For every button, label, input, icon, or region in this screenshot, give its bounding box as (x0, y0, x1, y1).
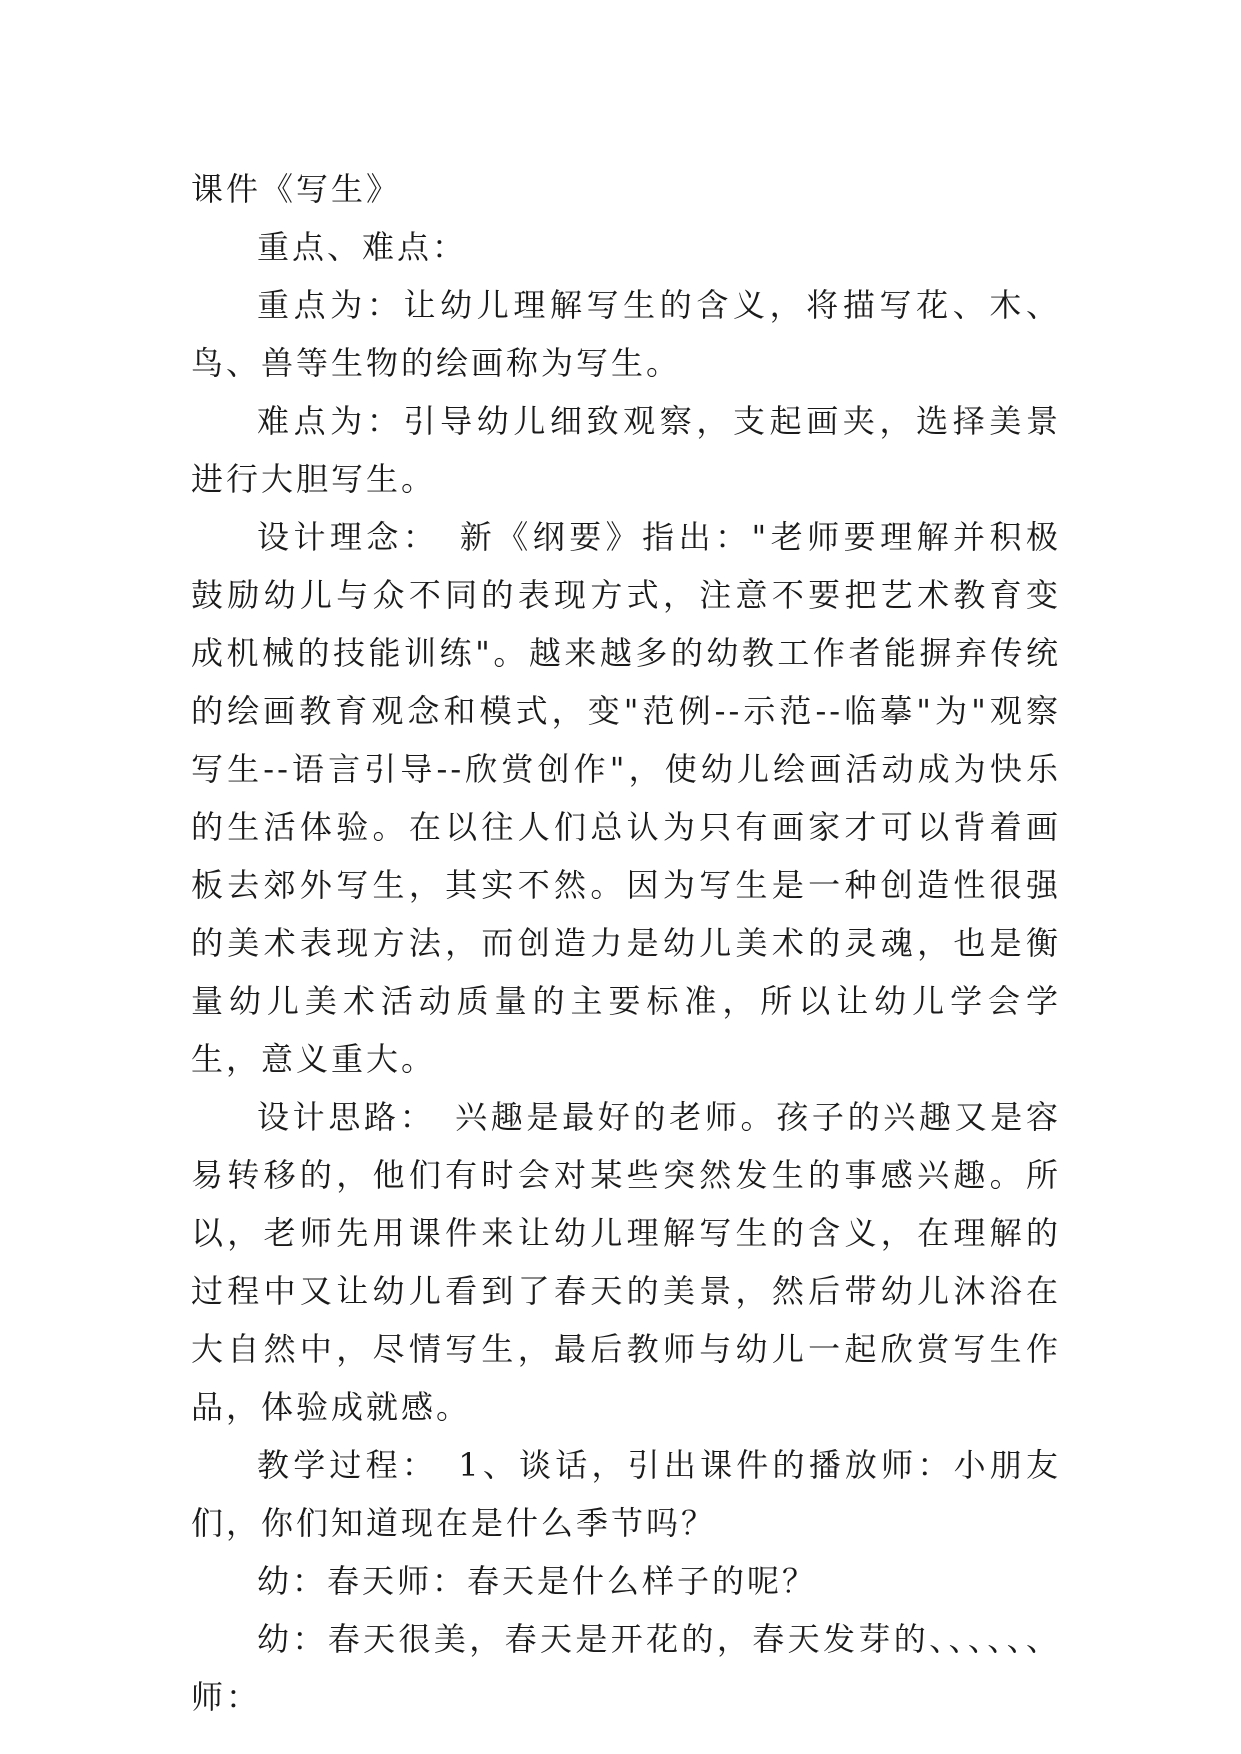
paragraph-dialogue-1: 幼：春天师：春天是什么样子的呢？ (257, 1562, 818, 1600)
paragraph-key-points-heading: 重点、难点： (257, 228, 468, 266)
paragraph-teaching-process: 教学过程： 1、谈话，引出课件的播放师：小朋友们，你们知道现在是什么季节吗？ (191, 1446, 1061, 1542)
paragraph-difficulty: 难点为：引导幼儿细致观察，支起画夹，选择美景进行大胆写生。 (191, 402, 1061, 498)
paragraph-design-concept: 设计理念： 新《纲要》指出："老师要理解并积极鼓励幼儿与众不同的表现方式，注意不要把艺术教育变成机械的技能训练"。越来越多的幼教工作者能摒弃传统的绘画教育观念和模式，变"范例--示范--临摹"为"观察写生--语言引导--欣赏创作"，使幼儿绘画活动成为快乐的生活体验。在以往人们总认为只有画家才可以背着画板去郊外写生，其实不然。因为写生是一种创造性很强的美术表现方法，而创造力是幼儿美术的灵魂，也是衡量幼儿美术活动质量的主要标准，所以让幼儿学会学生，意义重大。 (191, 518, 1061, 1078)
paragraph-title-line: 课件《写生》 (191, 170, 402, 208)
paragraph-design-idea: 设计思路： 兴趣是最好的老师。孩子的兴趣又是容易转移的，他们有时会对某些突然发生的事感兴趣。所以，老师先用课件来让幼儿理解写生的含义，在理解的过程中又让幼儿看到了春天的美景，然后带幼儿沐浴在大自然中，尽情写生，最后教师与幼儿一起欣赏写生作品，体验成就感。 (191, 1098, 1061, 1426)
paragraph-dialogue-2: 幼：春天很美，春天是开花的，春天发芽的、、、、、、师： (191, 1620, 1061, 1716)
document-body (191, 160, 1061, 1726)
paragraph-key-point: 重点为：让幼儿理解写生的含义，将描写花、木、鸟、兽等生物的绘画称为写生。 (191, 286, 1061, 382)
